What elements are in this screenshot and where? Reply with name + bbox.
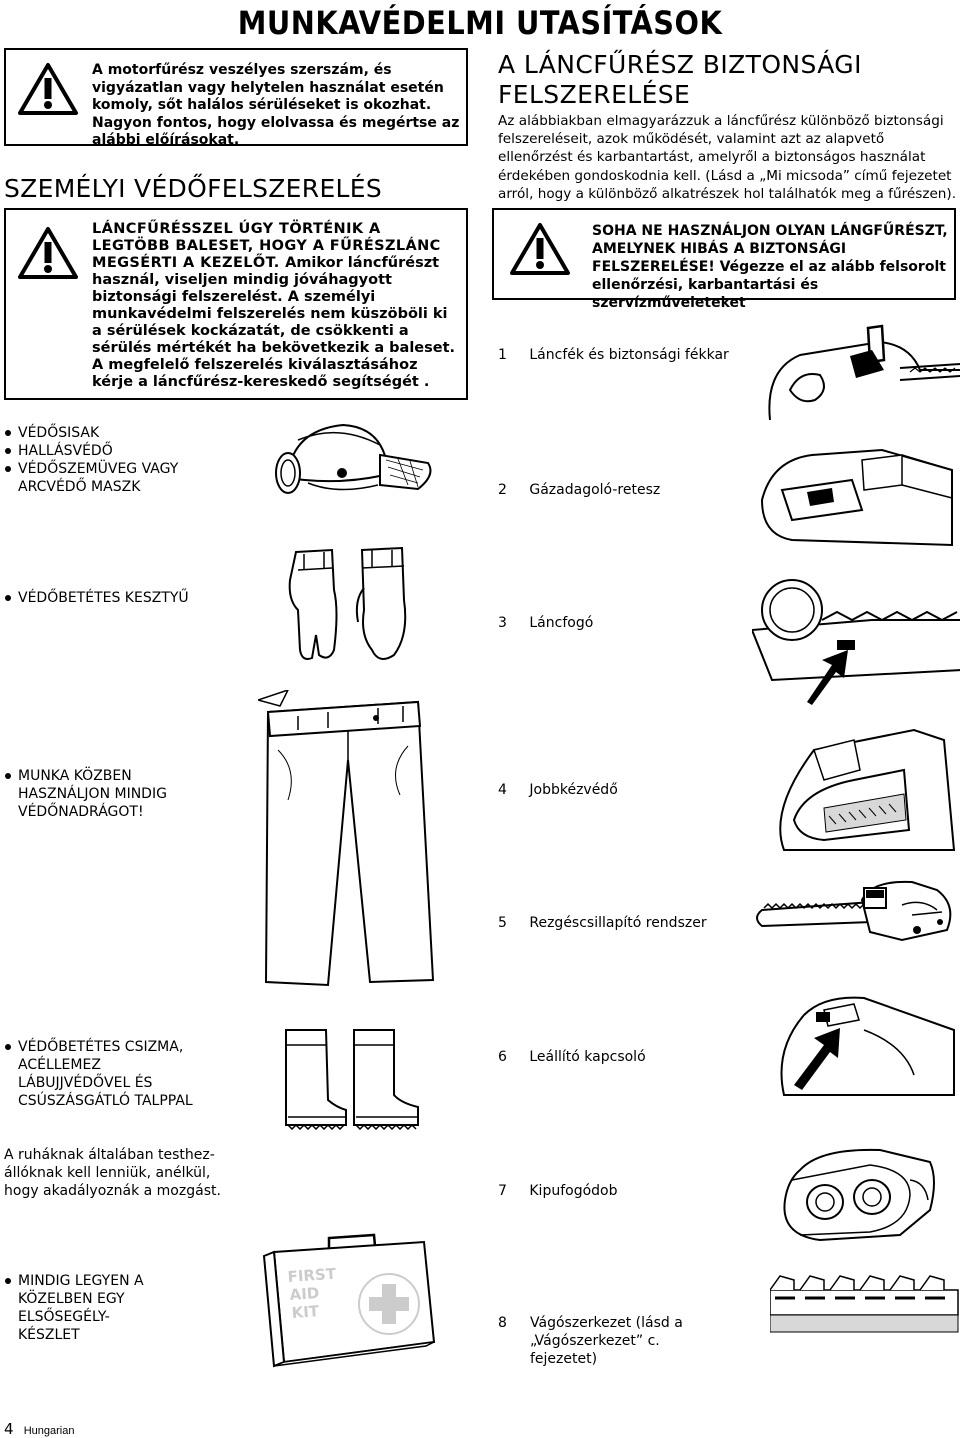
first-aid-kit-illustration — [244, 1232, 444, 1372]
warning-safety-heading: SOHA NE HASZNÁLJON OLYAN LÁNGFŰRÉSZT, AMELYNEK HIBÁS A BIZTONSÁGI FELSZERELÉSE! — [592, 223, 948, 275]
equipment-list-firstaid — [4, 1272, 164, 1344]
first-aid-label-line: KIT — [291, 1302, 320, 1322]
anti-vibration-illustration — [752, 870, 960, 960]
footer-language: Hungarian — [23, 1425, 75, 1437]
muffler-illustration — [760, 1140, 940, 1250]
safety-item-label: Leállító kapcsoló — [529, 1049, 646, 1065]
warning-triangle-icon — [17, 62, 79, 116]
safety-item — [498, 1182, 618, 1200]
equipment-item: VÉDŐBETÉTES KESZTYŰ — [4, 589, 224, 607]
section-heading-personal: SZEMÉLYI VÉDŐFELSZERELÉS — [4, 174, 383, 203]
safety-item-label: Láncfék és biztonsági fékkar — [529, 347, 729, 363]
boots-illustration — [276, 1025, 426, 1130]
stop-switch-illustration — [764, 990, 960, 1100]
cutting-equipment-illustration — [770, 1270, 960, 1340]
safety-intro: Az alábbiakban elmagyarázzuk a láncfűrész különböző biztonsági felszereléseit, azok működését, valamint azt az alapvető ellenőrzést és karbantartást, amelyről a biztonságos használat érdekében gondoskodnia kell. (Lásd a „Mi micsoda” című fejezetet arról, hogy a különböző alkatrészek hol találhatók meg a fűrészen). — [498, 113, 957, 202]
equipment-item: VÉDŐSISAK — [4, 424, 224, 442]
right-hand-guard-illustration — [764, 720, 960, 855]
warning-general-text: A motorfűrész veszélyes szerszám, és vigyázatlan vagy helytelen használat esetén komoly, sőt halálos sérüléseket is okozhat. Nagyon fontos, hogy elolvassa és megértse az alábbi előírásokat. — [92, 62, 460, 148]
page-title: MUNKAVÉDELMI UTASÍTÁSOK — [237, 4, 723, 42]
safety-item — [498, 1314, 698, 1368]
safety-item-number: 1 — [498, 347, 507, 363]
warning-safety-text — [592, 222, 960, 312]
page-footer — [4, 1420, 74, 1438]
safety-item-label: Rezgéscsillapító rendszer — [529, 915, 707, 931]
safety-item — [498, 346, 729, 364]
page-number: 4 — [4, 1420, 14, 1438]
safety-item — [498, 1048, 646, 1066]
warning-personal-body: Amikor láncfűrészt használ, viseljen mindig jóváhagyott biztonsági felszerelést. A személyi munkavédelmi felszerelés nem küszöböli ki a sérülések kockázatát, de csökkenti a sérülés mértékét ha bekövetkezik a baleset. A megfelelő felszerelés kiválasztásához kérje a láncfűrész-kereskedő segítségét . — [92, 255, 456, 390]
safety-item — [498, 614, 593, 632]
warning-triangle-icon — [509, 222, 571, 276]
safety-item-number: 2 — [498, 482, 507, 498]
safety-item-label: Láncfogó — [529, 615, 594, 631]
chain-brake-illustration — [760, 320, 960, 430]
clothing-note: A ruháknak általában testhez-állóknak kell lenniük, anélkül, hogy akadályoznák a mozgást. — [4, 1147, 221, 1199]
equipment-item: VÉDŐSZEMÜVEG VAGY ARCVÉDŐ MASZK — [4, 460, 224, 496]
safety-item-label: Kipufogódob — [529, 1183, 618, 1199]
first-aid-label-line: FIRST — [287, 1264, 337, 1286]
gloves-illustration — [284, 540, 424, 665]
throttle-lockout-illustration — [752, 440, 960, 550]
equipment-list-trousers — [4, 767, 184, 821]
warning-personal-heading: LÁNCFŰRÉSSZEL ÚGY TÖRTÉNIK A LEGTÖBB BALESET, HOGY A FŰRÉSZLÁNC MEGSÉRTI A KEZELŐT. — [92, 221, 441, 271]
equipment-list-head — [4, 424, 224, 496]
safety-item-label: Jobbkézvédő — [529, 782, 618, 798]
safety-item-number: 6 — [498, 1049, 507, 1065]
safety-item-number: 8 — [498, 1315, 507, 1331]
trousers-illustration — [258, 690, 438, 990]
equipment-list-boots — [4, 1038, 204, 1110]
section-heading-safety — [498, 50, 918, 110]
equipment-item: MINDIG LEGYEN A KÖZELBEN EGY ELSŐSEGÉLY-KÉSZLET — [4, 1272, 164, 1344]
safety-item-number: 4 — [498, 782, 507, 798]
safety-item — [498, 481, 660, 499]
warning-personal-text — [92, 221, 462, 391]
equipment-item: HALLÁSVÉDŐ — [4, 442, 224, 460]
warning-triangle-icon — [17, 226, 79, 280]
safety-item-number: 5 — [498, 915, 507, 931]
safety-item-number: 7 — [498, 1183, 507, 1199]
section-heading-safety-line: A LÁNCFŰRÉSZ BIZTONSÁGI — [498, 50, 862, 79]
section-heading-safety-line: FELSZERELÉSE — [498, 80, 691, 109]
equipment-list-gloves — [4, 589, 224, 607]
equipment-item: MUNKA KÖZBEN HASZNÁLJON MINDIG VÉDŐNADRÁGOT! — [4, 767, 184, 821]
chain-catcher-illustration — [752, 560, 960, 705]
safety-item-number: 3 — [498, 615, 507, 631]
first-aid-label-line: AID — [289, 1283, 320, 1304]
equipment-item: VÉDŐBETÉTES CSIZMA, ACÉLLEMEZ LÁBUJJVÉDŐVEL ÉS CSÚSZÁSGÁTLÓ TALPPAL — [4, 1038, 204, 1110]
helmet-illustration — [268, 415, 438, 500]
safety-item — [498, 914, 707, 932]
safety-item-label: Vágószerkezet (lásd a „Vágószerkezet” c. fejezetet) — [530, 1315, 683, 1367]
safety-item — [498, 781, 618, 799]
warning-safety-body: Végezze el az alább felsorolt ellenőrzési, karbantartási és szervízműveleteket — [592, 259, 946, 311]
safety-item-label: Gázadagoló-retesz — [529, 482, 661, 498]
